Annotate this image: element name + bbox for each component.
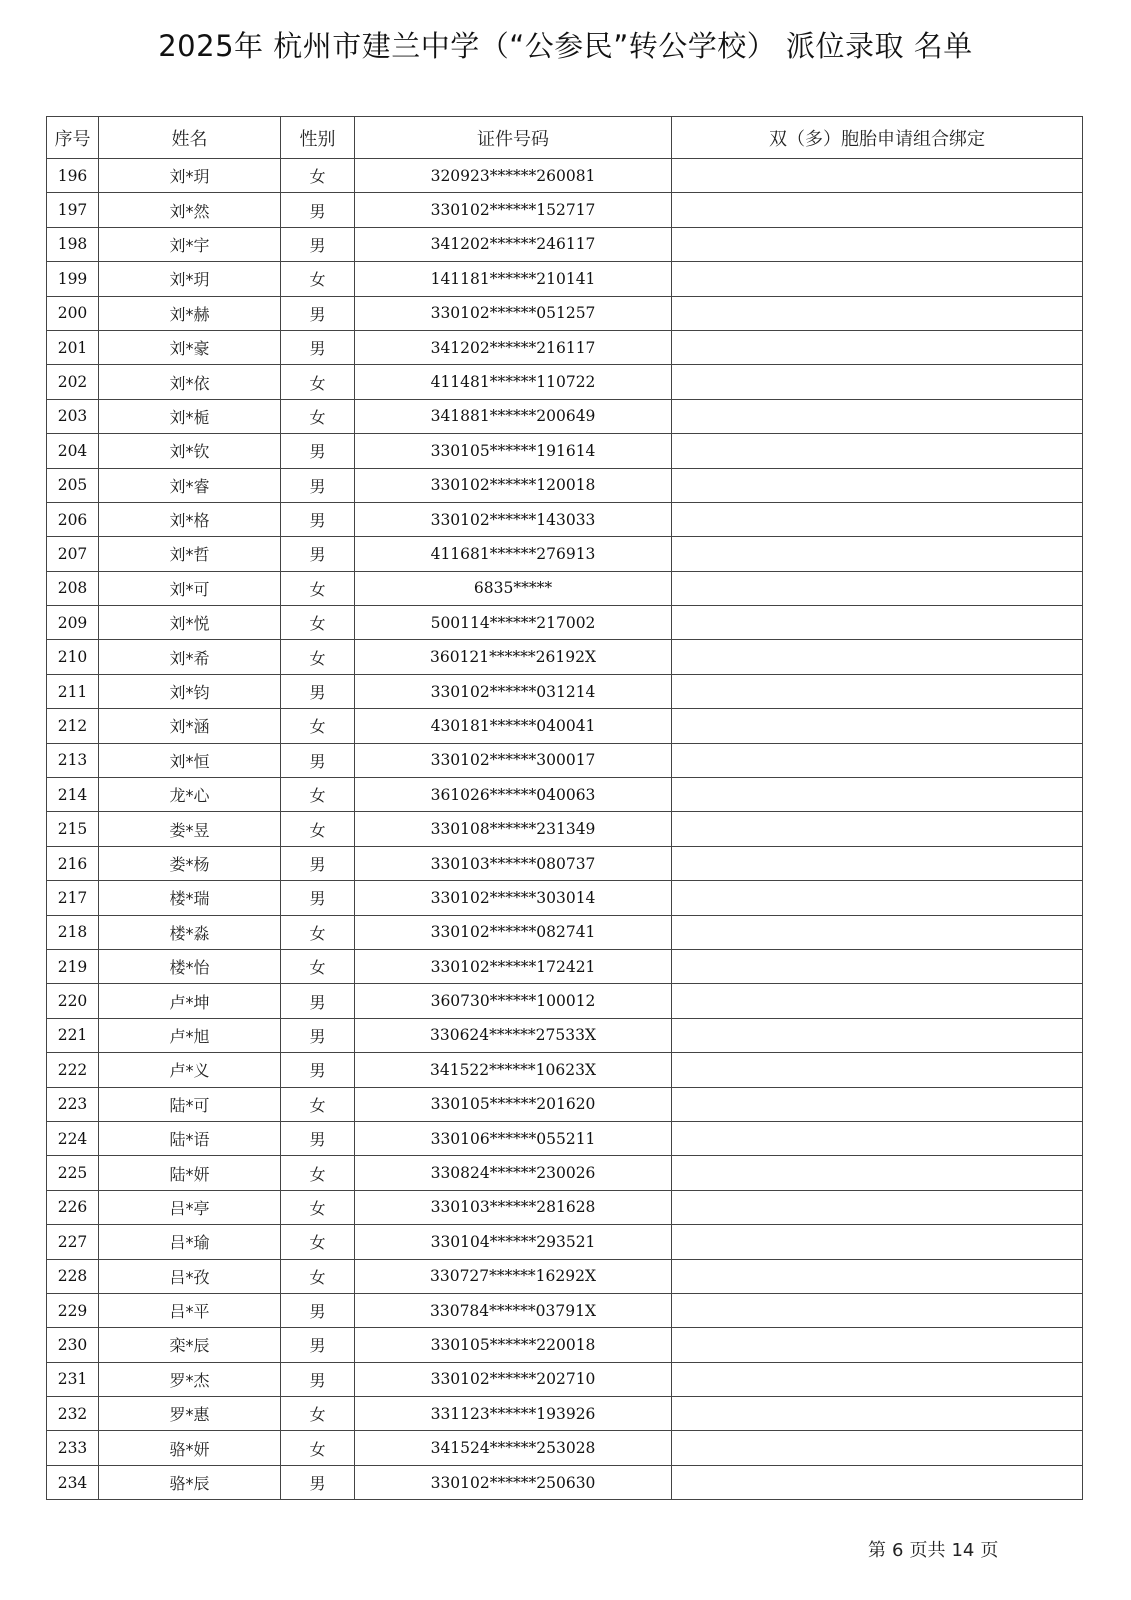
cell-name: 楼*怡 xyxy=(99,949,281,983)
table-header-row xyxy=(47,117,1083,159)
cell-gender: 女 xyxy=(281,365,355,399)
cell-seq: 220 xyxy=(47,984,99,1018)
cell-name: 刘*悦 xyxy=(99,606,281,640)
cell-id-number: 330784******03791X xyxy=(355,1293,672,1327)
cell-twins-binding xyxy=(672,812,1083,846)
cell-twins-binding xyxy=(672,1087,1083,1121)
cell-seq: 224 xyxy=(47,1121,99,1155)
cell-twins-binding xyxy=(672,1053,1083,1087)
header-twins-binding: 双（多）胞胎申请组合绑定 xyxy=(672,117,1083,159)
cell-seq: 197 xyxy=(47,193,99,227)
cell-gender: 女 xyxy=(281,1225,355,1259)
cell-name: 陆*可 xyxy=(99,1087,281,1121)
table-row xyxy=(47,1293,1083,1327)
cell-seq: 233 xyxy=(47,1431,99,1465)
cell-id-number: 500114******217002 xyxy=(355,606,672,640)
cell-gender: 女 xyxy=(281,812,355,846)
cell-name: 刘*睿 xyxy=(99,468,281,502)
cell-seq: 232 xyxy=(47,1397,99,1431)
cell-seq: 215 xyxy=(47,812,99,846)
footer-prefix: 第 xyxy=(868,1540,886,1561)
cell-id-number: 411681******276913 xyxy=(355,537,672,571)
table-row xyxy=(47,468,1083,502)
cell-seq: 210 xyxy=(47,640,99,674)
cell-gender: 男 xyxy=(281,674,355,708)
cell-seq: 218 xyxy=(47,915,99,949)
cell-gender: 女 xyxy=(281,262,355,296)
cell-twins-binding xyxy=(672,846,1083,880)
cell-gender: 男 xyxy=(281,984,355,1018)
cell-gender: 女 xyxy=(281,949,355,983)
cell-twins-binding xyxy=(672,1121,1083,1155)
table-row xyxy=(47,330,1083,364)
cell-twins-binding xyxy=(672,330,1083,364)
cell-name: 骆*辰 xyxy=(99,1465,281,1499)
cell-seq: 228 xyxy=(47,1259,99,1293)
table-row xyxy=(47,1225,1083,1259)
cell-gender: 女 xyxy=(281,399,355,433)
cell-twins-binding xyxy=(672,984,1083,1018)
table-row xyxy=(47,812,1083,846)
cell-id-number: 330103******080737 xyxy=(355,846,672,880)
table-row xyxy=(47,365,1083,399)
cell-twins-binding xyxy=(672,743,1083,777)
cell-twins-binding xyxy=(672,1328,1083,1362)
table-row xyxy=(47,640,1083,674)
cell-twins-binding xyxy=(672,709,1083,743)
cell-id-number: 330102******051257 xyxy=(355,296,672,330)
cell-name: 楼*瑞 xyxy=(99,881,281,915)
cell-seq: 230 xyxy=(47,1328,99,1362)
cell-id-number: 330102******031214 xyxy=(355,674,672,708)
cell-id-number: 330102******172421 xyxy=(355,949,672,983)
table-row xyxy=(47,881,1083,915)
cell-twins-binding xyxy=(672,915,1083,949)
page-title: 2025年 杭州市建兰中学（“公参民”转公学校） 派位录取 名单 xyxy=(158,29,973,63)
cell-gender: 男 xyxy=(281,193,355,227)
cell-seq: 227 xyxy=(47,1225,99,1259)
header-name: 姓名 xyxy=(99,117,281,159)
cell-twins-binding xyxy=(672,1018,1083,1052)
cell-twins-binding xyxy=(672,1397,1083,1431)
table-row xyxy=(47,984,1083,1018)
cell-gender: 男 xyxy=(281,1465,355,1499)
cell-name: 刘*依 xyxy=(99,365,281,399)
cell-gender: 女 xyxy=(281,1397,355,1431)
cell-gender: 男 xyxy=(281,227,355,261)
table-row xyxy=(47,709,1083,743)
cell-id-number: 330104******293521 xyxy=(355,1225,672,1259)
cell-gender: 女 xyxy=(281,1087,355,1121)
cell-name: 吕*瑜 xyxy=(99,1225,281,1259)
cell-seq: 201 xyxy=(47,330,99,364)
cell-id-number: 330102******303014 xyxy=(355,881,672,915)
cell-name: 刘*宇 xyxy=(99,227,281,261)
admission-table xyxy=(46,116,1083,1500)
cell-id-number: 341202******216117 xyxy=(355,330,672,364)
table-row xyxy=(47,399,1083,433)
cell-gender: 男 xyxy=(281,1121,355,1155)
cell-id-number: 341881******200649 xyxy=(355,399,672,433)
cell-name: 刘*恒 xyxy=(99,743,281,777)
cell-id-number: 330105******191614 xyxy=(355,434,672,468)
cell-name: 刘*然 xyxy=(99,193,281,227)
page-footer xyxy=(868,1536,998,1562)
cell-id-number: 330105******201620 xyxy=(355,1087,672,1121)
cell-name: 刘*格 xyxy=(99,502,281,536)
cell-name: 罗*惠 xyxy=(99,1397,281,1431)
cell-twins-binding xyxy=(672,227,1083,261)
cell-twins-binding xyxy=(672,262,1083,296)
cell-id-number: 141181******210141 xyxy=(355,262,672,296)
cell-twins-binding xyxy=(672,399,1083,433)
cell-id-number: 330108******231349 xyxy=(355,812,672,846)
cell-id-number: 330102******202710 xyxy=(355,1362,672,1396)
cell-id-number: 6835***** xyxy=(355,571,672,605)
cell-name: 栾*辰 xyxy=(99,1328,281,1362)
table-row xyxy=(47,1259,1083,1293)
cell-gender: 男 xyxy=(281,1328,355,1362)
cell-name: 卢*义 xyxy=(99,1053,281,1087)
cell-seq: 221 xyxy=(47,1018,99,1052)
cell-seq: 226 xyxy=(47,1190,99,1224)
header-id-number: 证件号码 xyxy=(355,117,672,159)
cell-id-number: 330102******250630 xyxy=(355,1465,672,1499)
cell-gender: 男 xyxy=(281,1293,355,1327)
cell-seq: 217 xyxy=(47,881,99,915)
cell-name: 卢*旭 xyxy=(99,1018,281,1052)
table-row xyxy=(47,606,1083,640)
cell-seq: 222 xyxy=(47,1053,99,1087)
cell-gender: 男 xyxy=(281,1053,355,1087)
cell-id-number: 330102******120018 xyxy=(355,468,672,502)
cell-seq: 223 xyxy=(47,1087,99,1121)
cell-name: 吕*亭 xyxy=(99,1190,281,1224)
table-row xyxy=(47,1087,1083,1121)
cell-seq: 203 xyxy=(47,399,99,433)
cell-id-number: 331123******193926 xyxy=(355,1397,672,1431)
header-gender: 性别 xyxy=(281,117,355,159)
cell-twins-binding xyxy=(672,881,1083,915)
cell-gender: 女 xyxy=(281,606,355,640)
table-row xyxy=(47,1362,1083,1396)
cell-name: 陆*语 xyxy=(99,1121,281,1155)
cell-seq: 196 xyxy=(47,159,99,193)
table-row xyxy=(47,949,1083,983)
cell-name: 吕*平 xyxy=(99,1293,281,1327)
cell-seq: 206 xyxy=(47,502,99,536)
cell-gender: 男 xyxy=(281,743,355,777)
cell-twins-binding xyxy=(672,1259,1083,1293)
cell-seq: 211 xyxy=(47,674,99,708)
cell-twins-binding xyxy=(672,1225,1083,1259)
footer-middle: 页共 xyxy=(909,1540,946,1561)
cell-name: 罗*杰 xyxy=(99,1362,281,1396)
cell-seq: 216 xyxy=(47,846,99,880)
cell-gender: 男 xyxy=(281,881,355,915)
table-row xyxy=(47,502,1083,536)
cell-seq: 219 xyxy=(47,949,99,983)
cell-name: 刘*可 xyxy=(99,571,281,605)
cell-seq: 200 xyxy=(47,296,99,330)
cell-id-number: 330727******16292X xyxy=(355,1259,672,1293)
footer-page-number: 6 xyxy=(892,1540,904,1561)
cell-seq: 231 xyxy=(47,1362,99,1396)
cell-id-number: 330624******27533X xyxy=(355,1018,672,1052)
footer-total-pages: 14 xyxy=(951,1540,975,1561)
cell-id-number: 330106******055211 xyxy=(355,1121,672,1155)
table-row xyxy=(47,915,1083,949)
cell-twins-binding xyxy=(672,1190,1083,1224)
table-row xyxy=(47,159,1083,193)
cell-seq: 229 xyxy=(47,1293,99,1327)
cell-gender: 女 xyxy=(281,709,355,743)
cell-twins-binding xyxy=(672,778,1083,812)
cell-seq: 205 xyxy=(47,468,99,502)
table-row xyxy=(47,434,1083,468)
cell-name: 龙*心 xyxy=(99,778,281,812)
cell-name: 娄*杨 xyxy=(99,846,281,880)
cell-twins-binding xyxy=(672,159,1083,193)
cell-id-number: 330102******300017 xyxy=(355,743,672,777)
cell-seq: 209 xyxy=(47,606,99,640)
cell-id-number: 330103******281628 xyxy=(355,1190,672,1224)
table-row xyxy=(47,743,1083,777)
cell-name: 刘*玥 xyxy=(99,159,281,193)
cell-twins-binding xyxy=(672,193,1083,227)
cell-id-number: 361026******040063 xyxy=(355,778,672,812)
cell-twins-binding xyxy=(672,365,1083,399)
table-row xyxy=(47,1190,1083,1224)
cell-gender: 女 xyxy=(281,640,355,674)
cell-gender: 女 xyxy=(281,159,355,193)
cell-twins-binding xyxy=(672,571,1083,605)
cell-id-number: 411481******110722 xyxy=(355,365,672,399)
cell-seq: 208 xyxy=(47,571,99,605)
header-seq: 序号 xyxy=(47,117,99,159)
cell-twins-binding xyxy=(672,606,1083,640)
cell-twins-binding xyxy=(672,537,1083,571)
cell-twins-binding xyxy=(672,1431,1083,1465)
cell-twins-binding xyxy=(672,674,1083,708)
cell-name: 卢*坤 xyxy=(99,984,281,1018)
table-row xyxy=(47,1465,1083,1499)
table-row xyxy=(47,296,1083,330)
cell-gender: 男 xyxy=(281,1362,355,1396)
cell-gender: 女 xyxy=(281,1190,355,1224)
table-row xyxy=(47,1397,1083,1431)
cell-gender: 男 xyxy=(281,537,355,571)
cell-gender: 女 xyxy=(281,915,355,949)
cell-gender: 男 xyxy=(281,296,355,330)
table-row xyxy=(47,1156,1083,1190)
cell-id-number: 430181******040041 xyxy=(355,709,672,743)
cell-seq: 207 xyxy=(47,537,99,571)
cell-id-number: 320923******260081 xyxy=(355,159,672,193)
cell-name: 刘*栀 xyxy=(99,399,281,433)
cell-seq: 198 xyxy=(47,227,99,261)
cell-twins-binding xyxy=(672,1465,1083,1499)
cell-seq: 202 xyxy=(47,365,99,399)
cell-gender: 男 xyxy=(281,1018,355,1052)
cell-twins-binding xyxy=(672,434,1083,468)
cell-name: 刘*玥 xyxy=(99,262,281,296)
cell-id-number: 341202******246117 xyxy=(355,227,672,261)
cell-twins-binding xyxy=(672,1293,1083,1327)
cell-twins-binding xyxy=(672,640,1083,674)
cell-seq: 199 xyxy=(47,262,99,296)
table-row xyxy=(47,778,1083,812)
footer-suffix: 页 xyxy=(980,1540,999,1561)
cell-seq: 204 xyxy=(47,434,99,468)
cell-twins-binding xyxy=(672,468,1083,502)
table-row xyxy=(47,1121,1083,1155)
cell-twins-binding xyxy=(672,296,1083,330)
table-row xyxy=(47,227,1083,261)
cell-gender: 男 xyxy=(281,434,355,468)
cell-id-number: 330824******230026 xyxy=(355,1156,672,1190)
cell-gender: 男 xyxy=(281,502,355,536)
table-row xyxy=(47,1328,1083,1362)
cell-name: 刘*希 xyxy=(99,640,281,674)
cell-seq: 225 xyxy=(47,1156,99,1190)
cell-gender: 女 xyxy=(281,1156,355,1190)
cell-id-number: 360730******100012 xyxy=(355,984,672,1018)
cell-name: 刘*钦 xyxy=(99,434,281,468)
cell-twins-binding xyxy=(672,1156,1083,1190)
table-row xyxy=(47,674,1083,708)
cell-twins-binding xyxy=(672,1362,1083,1396)
cell-name: 刘*涵 xyxy=(99,709,281,743)
cell-id-number: 341522******10623X xyxy=(355,1053,672,1087)
cell-id-number: 360121******26192X xyxy=(355,640,672,674)
cell-name: 吕*孜 xyxy=(99,1259,281,1293)
cell-gender: 女 xyxy=(281,571,355,605)
cell-gender: 女 xyxy=(281,1431,355,1465)
cell-gender: 女 xyxy=(281,778,355,812)
table-row xyxy=(47,1018,1083,1052)
cell-gender: 男 xyxy=(281,846,355,880)
table-row xyxy=(47,571,1083,605)
cell-seq: 213 xyxy=(47,743,99,777)
table-row xyxy=(47,193,1083,227)
table-row xyxy=(47,1053,1083,1087)
cell-gender: 男 xyxy=(281,330,355,364)
cell-name: 刘*豪 xyxy=(99,330,281,364)
cell-id-number: 330102******152717 xyxy=(355,193,672,227)
cell-id-number: 330105******220018 xyxy=(355,1328,672,1362)
cell-name: 刘*钧 xyxy=(99,674,281,708)
cell-name: 刘*哲 xyxy=(99,537,281,571)
cell-twins-binding xyxy=(672,949,1083,983)
cell-seq: 214 xyxy=(47,778,99,812)
table-row xyxy=(47,846,1083,880)
cell-gender: 女 xyxy=(281,1259,355,1293)
cell-name: 陆*妍 xyxy=(99,1156,281,1190)
cell-id-number: 330102******143033 xyxy=(355,502,672,536)
cell-twins-binding xyxy=(672,502,1083,536)
cell-id-number: 341524******253028 xyxy=(355,1431,672,1465)
cell-name: 刘*赫 xyxy=(99,296,281,330)
table-row xyxy=(47,262,1083,296)
cell-seq: 212 xyxy=(47,709,99,743)
cell-name: 娄*昱 xyxy=(99,812,281,846)
table-row xyxy=(47,537,1083,571)
cell-seq: 234 xyxy=(47,1465,99,1499)
cell-name: 楼*淼 xyxy=(99,915,281,949)
cell-gender: 男 xyxy=(281,468,355,502)
cell-name: 骆*妍 xyxy=(99,1431,281,1465)
table-row xyxy=(47,1431,1083,1465)
cell-id-number: 330102******082741 xyxy=(355,915,672,949)
